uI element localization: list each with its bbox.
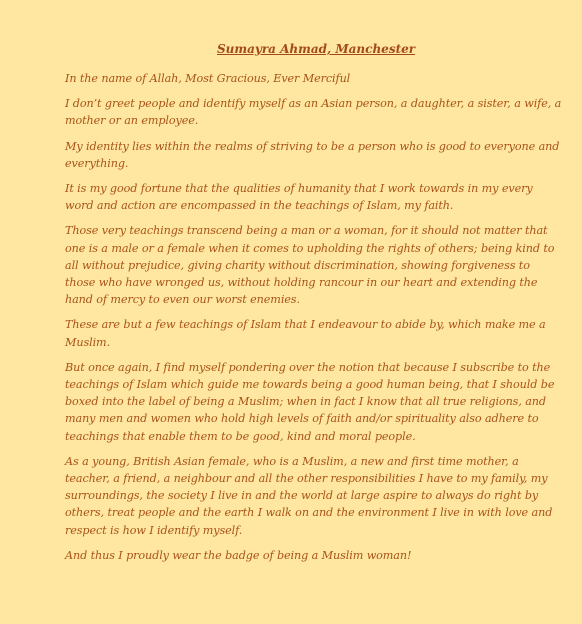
paragraph-3: My identity lies within the realms of striving to be a person who is good to everyone and everything. bbox=[65, 139, 560, 170]
paragraph-1: In the name of Allah, Most Gracious, Ever Merciful bbox=[65, 72, 351, 85]
paragraph-2: I don’t greet people and identify myself as an Asian person, a daughter, a sister, a wife, a mother or an employee. bbox=[65, 97, 562, 128]
paragraph-9: And thus I proudly wear the badge of being a Muslim woman! bbox=[65, 548, 412, 562]
paragraph-4: It is my good fortune that the qualities of humanity that I work towards in my every word and action are encompassed in the teachings of Islam, my faith. bbox=[65, 182, 533, 213]
paragraph-6: These are but a few teachings of Islam that I endeavour to abide by, which make me a Muslim. bbox=[65, 318, 546, 349]
paragraph-7: But once again, I find myself pondering over the notion that because I subscribe to the teachings of Islam which guide me towards being a good human being, that I should be boxed into the label of being a Muslim; when in fact I know that all true religions, and many men and women who hold high levels of faith and/or spirituality also adhere to teachings that enable them to be good, kind and moral people. bbox=[65, 360, 555, 443]
author-title: Sumayra Ahmad, Manchester bbox=[217, 42, 416, 56]
paragraph-8: As a young, British Asian female, who is a Muslim, a new and first time mother, a teacher, a friend, a neighbour and all the other responsibilities I have to my family, my surroundings, the society I live in and the world at large aspire to always do right by others, treat people and the earth I walk on and the environment I live in with love and respect is how I identify myself. bbox=[65, 454, 553, 537]
paragraph-5: Those very teachings transcend being a man or a woman, for it should not matter that one is a male or a female when it comes to upholding the rights of others; being kind to all without prejudice, giving charity without discrimination, showing forgiveness to those who have wronged us, without holding rancour in our heart and extending the hand of mercy to even our worst enemies. bbox=[65, 224, 555, 307]
